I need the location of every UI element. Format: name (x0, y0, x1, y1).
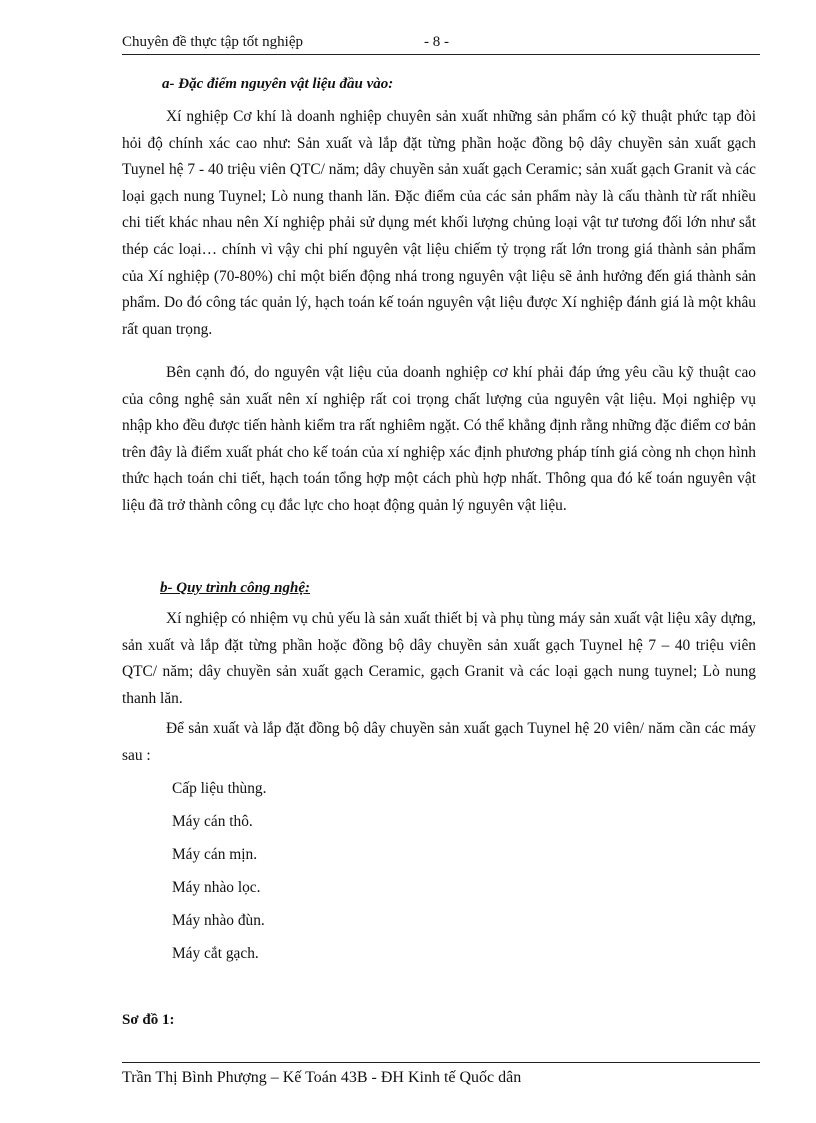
diagram-label: Sơ đồ 1: (122, 1012, 175, 1028)
machine-list-item: Máy cắt gạch. (172, 945, 259, 962)
page-header (122, 34, 760, 55)
page-number: - 8 - (424, 34, 449, 50)
section-b-heading-text: b- Quy trình công nghệ: (160, 580, 311, 596)
machine-list-item: Máy cán thô. (172, 813, 253, 830)
section-b-paragraph-1: Xí nghiệp có nhiệm vụ chủ yếu là sản xuất thiết bị và phụ tùng máy sản xuất vật liệu xây dựng, sản xuất và lắp đặt từng phần hoặc đồng bộ dây chuyền sản xuất gạch Tuynel hệ 7 – 40 triệu viên QTC/ năm; dây chuyền sản xuất gạch Ceramic, gạch Granit và các loại gạch nung tuynel; Lò nung thanh lăn. (122, 610, 756, 707)
machine-list-item: Cấp liệu thùng. (172, 780, 267, 797)
machine-list (172, 776, 266, 974)
page-footer (122, 1062, 760, 1087)
footer-text: Trần Thị Bình Phượng – Kế Toán 43B - ĐH Kinh tế Quốc dân (122, 1069, 522, 1086)
section-a-heading: a- Đặc điểm nguyên vật liệu đầu vào: (162, 76, 394, 92)
header-title: Chuyên đề thực tập tốt nghiệp (122, 34, 304, 50)
section-b-paragraph-2: Để sản xuất và lắp đặt đồng bộ dây chuyền sản xuất gạch Tuynel hệ 20 viên/ năm cần các máy sau : (122, 720, 756, 764)
section-a-paragraph-2: Bên cạnh đó, do nguyên vật liệu của doanh nghiệp cơ khí phải đáp ứng yêu cầu kỹ thuật cao của công nghệ sản xuất nên xí nghiệp rất coi trọng chất lượng của nguyên vật liệu. Mọi nghiệp vụ nhập kho đều được tiến hành kiểm tra rất nghiêm ngặt. Có thể khẳng định rằng những đặc điểm cơ bản trên đây là điểm xuất phát cho kế toán của xí nghiệp xác định phương pháp tính giá còng nh chọn hình thức hạch toán chi tiết, hạch toán tổng hợp một cách phù hợp nhất. Thông qua đó kế toán nguyên vật liệu đã trở thành công cụ đắc lực cho hoạt động quản lý nguyên vật liệu. (122, 364, 756, 514)
machine-list-item: Máy cán mịn. (172, 846, 258, 863)
machine-list-item: Máy nhào lọc. (172, 879, 261, 896)
section-b-heading (160, 580, 310, 597)
machine-list-item: Máy nhào đùn. (172, 912, 265, 929)
section-a-paragraph-1: Xí nghiệp Cơ khí là doanh nghiệp chuyên sản xuất những sản phẩm có kỹ thuật phức tạp đòi hỏi độ chính xác cao như: Sản xuất và lắp đặt từng phần hoặc đồng bộ dây chuyền sản xuất gạch Tuynel hệ 7 - 40 triệu viên QTC/ năm; dây chuyền sản xuất gạch Ceramic; sản xuất gạch Granit và các loại gạch nung Tuynel; Lò nung thanh lăn. Đặc điểm của các sản phẩm này là cấu thành từ rất nhiều chi tiết khác nhau nên Xí nghiệp phải sử dụng mét khối lượng chủng loại vật tư tương đối lớn như sắt thép các loại… chính vì vậy chi phí nguyên vật liệu chiếm tỷ trọng rất lớn trong giá thành sản phẩm của Xí nghiệp (70-80%) chỉ một biến động nhá trong nguyên vật liệu sẽ ảnh hưởng đến giá thành sản phẩm. Do đó công tác quản lý, hạch toán kế toán nguyên vật liệu được Xí nghiệp đánh giá là một khâu rất quan trọng. (122, 108, 756, 338)
